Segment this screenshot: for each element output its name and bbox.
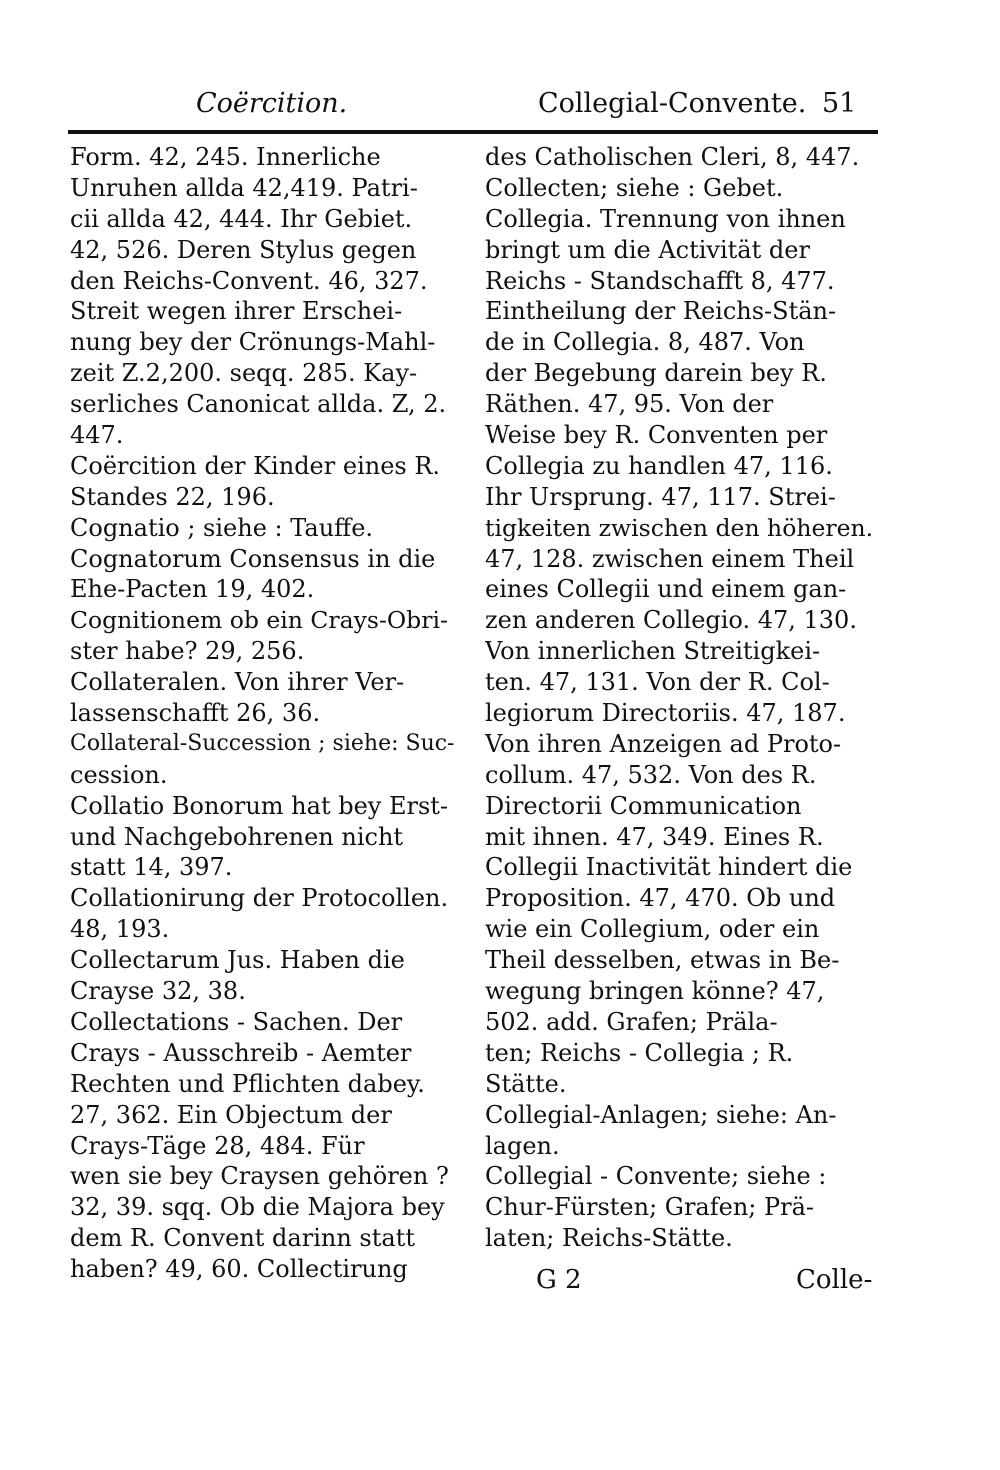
index-line: Von ihren Anzeigen ad Proto- bbox=[485, 729, 842, 758]
header-rule bbox=[68, 130, 878, 134]
index-line: Unruhen allda 42,419. Patri- bbox=[70, 173, 418, 202]
index-line: Crayse 32, 38. bbox=[70, 977, 246, 1006]
index-line: Collegial-Anlagen; siehe: An- bbox=[485, 1100, 837, 1129]
index-line: Standes 22, 196. bbox=[70, 482, 275, 511]
right-column bbox=[485, 142, 880, 1254]
index-line: 27, 362. Ein Objectum der bbox=[70, 1100, 392, 1129]
index-line: mit ihnen. 47, 349. Eines R. bbox=[485, 822, 824, 851]
index-line: der Begebung darein bey R. bbox=[485, 359, 827, 388]
index-line: Räthen. 47, 95. Von der bbox=[485, 390, 774, 419]
index-line: Von innerlichen Streitigkei- bbox=[485, 637, 821, 666]
index-line: Collateral-Succession ; siehe: Suc- bbox=[70, 730, 455, 756]
page-number: 51 bbox=[822, 88, 857, 119]
index-line: Collatio Bonorum hat bey Erst- bbox=[70, 791, 449, 820]
index-line: Ehe-Pacten 19, 402. bbox=[70, 575, 315, 604]
index-line: cession. bbox=[70, 760, 168, 789]
index-line: ster habe? 29, 256. bbox=[70, 637, 305, 666]
index-line: dem R. Convent darinn statt bbox=[70, 1224, 415, 1253]
catchword: Colle- bbox=[796, 1265, 873, 1295]
index-line: Theil desselben, etwas in Be- bbox=[485, 946, 840, 975]
index-line: legiorum Directoriis. 47, 187. bbox=[485, 699, 846, 728]
index-line: 502. add. Grafen; Präla- bbox=[485, 1007, 778, 1036]
index-line: Collecten; siehe : Gebet. bbox=[485, 173, 784, 202]
index-line: Proposition. 47, 470. Ob und bbox=[485, 884, 836, 913]
index-line: Streit wegen ihrer Erschei- bbox=[70, 297, 403, 326]
index-line: 47, 128. zwischen einem Theil bbox=[485, 544, 855, 573]
index-line: laten; Reichs-Stätte. bbox=[485, 1224, 733, 1253]
index-line: Collationirung der Protocollen. bbox=[70, 884, 449, 913]
index-line: nung bey der Crönungs-Mahl- bbox=[70, 328, 436, 357]
index-line: und Nachgebohrenen nicht bbox=[70, 822, 404, 851]
index-line: Crays-Täge 28, 484. Für bbox=[70, 1131, 365, 1160]
index-line: Weise bey R. Conventen per bbox=[485, 421, 828, 450]
index-line: zeit Z.2,200. seqq. 285. Kay- bbox=[70, 359, 418, 388]
index-line: Ihr Ursprung. 47, 117. Strei- bbox=[485, 482, 836, 511]
index-line: lassenschafft 26, 36. bbox=[70, 699, 321, 728]
index-line: Directorii Communication bbox=[485, 791, 802, 820]
index-line: serliches Canonicat allda. Z, 2. bbox=[70, 390, 447, 419]
index-line: zen anderen Collegio. 47, 130. bbox=[485, 606, 857, 635]
index-line: Collegial - Convente; siehe : bbox=[485, 1162, 827, 1191]
index-line: Collectations - Sachen. Der bbox=[70, 1007, 403, 1036]
index-line: Coërcition der Kinder eines R. bbox=[70, 451, 441, 480]
left-column bbox=[70, 142, 455, 1285]
index-line: ten. 47, 131. Von der R. Col- bbox=[485, 668, 830, 697]
running-head-left: Coërcition. bbox=[196, 88, 348, 119]
index-line: 42, 526. Deren Stylus gegen bbox=[70, 235, 417, 264]
index-line: bringt um die Activität der bbox=[485, 235, 810, 264]
index-line: haben? 49, 60. Collectirung bbox=[70, 1255, 408, 1284]
index-line: Chur-Fürsten; Grafen; Prä- bbox=[485, 1193, 815, 1222]
index-line: Stätte. bbox=[485, 1069, 567, 1098]
index-line: Collegii Inactivität hindert die bbox=[485, 853, 853, 882]
signature-mark: G 2 bbox=[536, 1265, 582, 1295]
index-line: Cognatorum Consensus in die bbox=[70, 544, 436, 573]
index-line: cii allda 42, 444. Ihr Gebiet. bbox=[70, 204, 413, 233]
index-line: Collateralen. Von ihrer Ver- bbox=[70, 668, 405, 697]
index-line: eines Collegii und einem gan- bbox=[485, 575, 847, 604]
index-line: tigkeiten zwischen den höheren. bbox=[485, 513, 874, 542]
index-line: Form. 42, 245. Innerliche bbox=[70, 143, 381, 171]
index-line: Cognitionem ob ein Crays-Obri- bbox=[70, 606, 448, 635]
index-line: wegung bringen könne? 47, bbox=[485, 977, 825, 1006]
index-line: Crays - Ausschreib - Aemter bbox=[70, 1038, 412, 1067]
index-line: Collectarum Jus. Haben die bbox=[70, 946, 405, 975]
index-line: collum. 47, 532. Von des R. bbox=[485, 760, 817, 789]
index-line: ten; Reichs - Collegia ; R. bbox=[485, 1038, 794, 1067]
running-head-right: Collegial-Convente. bbox=[538, 88, 807, 119]
index-line: Collegia zu handlen 47, 116. bbox=[485, 451, 833, 480]
index-line: wie ein Collegium, oder ein bbox=[485, 915, 820, 944]
index-line: statt 14, 397. bbox=[70, 853, 233, 882]
index-line: lagen. bbox=[485, 1131, 560, 1160]
index-line: Cognatio ; siehe : Tauffe. bbox=[70, 513, 374, 542]
index-line: Collegia. Trennung von ihnen bbox=[485, 204, 846, 233]
index-line: de in Collegia. 8, 487. Von bbox=[485, 328, 805, 357]
index-line: wen sie bey Craysen gehören ? bbox=[70, 1162, 449, 1191]
index-line: Reichs - Standschafft 8, 477. bbox=[485, 266, 835, 295]
index-line: 447. bbox=[70, 421, 124, 450]
index-line: des Catholischen Cleri, 8, 447. bbox=[485, 143, 860, 171]
index-line: 48, 193. bbox=[70, 915, 170, 944]
index-line: Eintheilung der Reichs-Stän- bbox=[485, 297, 837, 326]
index-line: 32, 39. sqq. Ob die Majora bey bbox=[70, 1193, 445, 1222]
index-line: Rechten und Pflichten dabey. bbox=[70, 1069, 425, 1098]
index-line: den Reichs-Convent. 46, 327. bbox=[70, 266, 428, 295]
